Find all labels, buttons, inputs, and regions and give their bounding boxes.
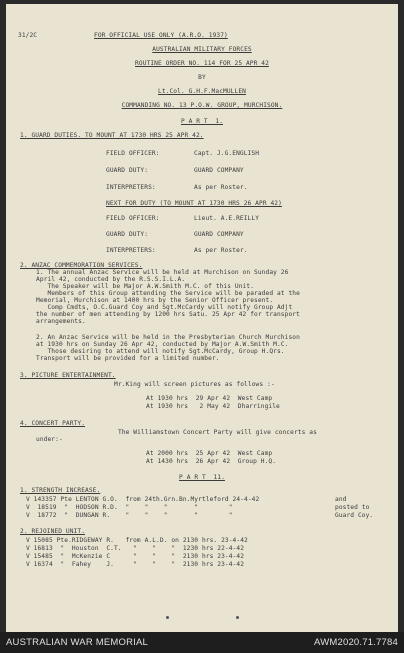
punch-mark (236, 616, 239, 619)
duty-label: FIELD OFFICER: (106, 215, 160, 222)
next-duty-heading: NEXT FOR DUTY (TO MOUNT AT 1730 HRS 26 APR 42) (106, 200, 282, 207)
pictures-row: At 1930 hrs 29 Apr 42 West Camp (146, 395, 273, 402)
footer-bar (0, 632, 404, 653)
anzac-heading: 2. ANZAC COMMEMORATION SERVICES. (20, 262, 143, 269)
pictures-intro: Mr.King will screen pictures as follows :- (114, 381, 275, 388)
strength-note: posted to (335, 504, 370, 511)
anzac-line: Comp Cmdts, O.C.Guard Coy and Sgt.McCardy will notify Group Adjt (36, 304, 293, 311)
duty-label: FIELD OFFICER: (106, 150, 160, 157)
concert-intro: The Williamstown Concert Party will give concerts as (118, 429, 317, 436)
pictures-heading: 3. PICTURE ENTERTAINMENT. (20, 372, 116, 379)
document-page (6, 4, 398, 632)
rejoined-row: V 16813 " Houston C.T. " " " 1230 hrs 22-4-42 (26, 545, 245, 552)
duty-label: GUARD DUTY: (106, 167, 149, 174)
anzac-line: Transport will be provided for a limited number. (36, 355, 220, 362)
rejoined-heading: 2. REJOINED UNIT. (20, 528, 86, 535)
duty-value: As per Roster. (194, 184, 248, 191)
part1-title: P A R T 1. (180, 118, 224, 125)
duty-label: GUARD DUTY: (106, 231, 149, 238)
classification: FOR OFFICIAL USE ONLY (A.R.O. 1937) (94, 32, 228, 39)
rejoined-row: V 15085 Pte.RIDGEWAY R. from A.L.D. on 2130 hrs. 23-4-42 (26, 537, 248, 544)
anzac-line: April 42, conducted by the R.S.S.I.L.A. (36, 276, 186, 283)
appointment: COMMANDING NO. 13 P.O.W. GROUP, MURCHISON. (121, 102, 283, 109)
duty-value: Capt. J.G.ENGLISH (194, 150, 260, 157)
footer-source: AUSTRALIAN WAR MEMORIAL (6, 637, 149, 648)
concert-heading: 4. CONCERT PARTY. (20, 420, 86, 427)
strength-heading: 1. STRENGTH INCREASE. (20, 487, 101, 494)
anzac-line: The Speaker will be Major A.W.Smith M.C. of this Unit. (36, 283, 255, 290)
strength-note: Guard Coy. (335, 512, 374, 519)
anzac-line: Members of this Group attending the Service will be paraded at the (36, 290, 300, 297)
anzac-line: 2. An Anzac Service will be held in the Presbyterian Church Murchison (36, 334, 300, 341)
concert-intro-2: under:- (36, 436, 63, 443)
concert-row: At 1430 hrs 26 Apr 42 Group H.Q. (146, 458, 277, 465)
duty-value: As per Roster. (194, 247, 248, 254)
concert-row: At 2000 hrs 25 Apr 42 West Camp (146, 450, 273, 457)
anzac-line: 1. The annual Anzac Service will be held at Murchison on Sunday 26 (36, 269, 289, 276)
unit-title: AUSTRALIAN MILITARY FORCES (152, 46, 252, 53)
duty-value: Lieut. A.E.REILLY (194, 215, 260, 222)
anzac-line: arrangements. (36, 318, 86, 325)
order-title: ROUTINE ORDER NO. 114 FOR 25 APR 42 (135, 60, 269, 67)
anzac-line: at 1930 hrs on Sunday 26 Apr 42, conducted by Major A.W.Smith M.C. (36, 341, 289, 348)
guard-duties-heading: 1. GUARD DUTIES. TO MOUNT AT 1730 HRS 25 APR 42. (20, 132, 204, 139)
reference-number: 31/2C (18, 32, 38, 39)
duty-value: GUARD COMPANY (194, 167, 244, 174)
duty-value: GUARD COMPANY (194, 231, 244, 238)
by-line: BY (198, 74, 206, 81)
rejoined-row: V 15485 " McKenzie C " " " 2130 hrs 23-4-42 (26, 553, 245, 560)
anzac-line: the number of men attending by 1200 hrs Satu. 25 Apr 42 for transport (36, 311, 300, 318)
strength-row: V 143357 Pte LENTON G.O. from 24th.Grn.Bn.Myrtleford 24-4-42 (26, 496, 260, 503)
punch-mark (166, 616, 169, 619)
strength-row: V 18772 " DUNGAN R. " " " " " (26, 512, 233, 519)
strength-row: V 18519 " HODSON R.D. " " " " " (26, 504, 233, 511)
duty-label: INTERPRETERS: (106, 247, 156, 254)
strength-note: and (335, 496, 347, 503)
footer-accession: AWM2020.71.7784 (314, 637, 398, 648)
duty-label: INTERPRETERS: (106, 184, 156, 191)
pictures-row: At 1930 hrs 2 May 42 Dharringile (146, 403, 280, 410)
rejoined-row: V 16374 " Fahey J. " " " 2130 hrs 23-4-42 (26, 561, 245, 568)
anzac-line: Those desiring to attend will notify Sgt.McCardy, Group H.Qrs. (36, 348, 285, 355)
part2-title: P A R T 11. (179, 474, 225, 481)
anzac-line: Memorial, Murchison at 1400 hrs by the Senior Officer present. (36, 297, 274, 304)
commanding-officer: Lt.Col. G.H.F.MacMULLEN (158, 88, 246, 95)
